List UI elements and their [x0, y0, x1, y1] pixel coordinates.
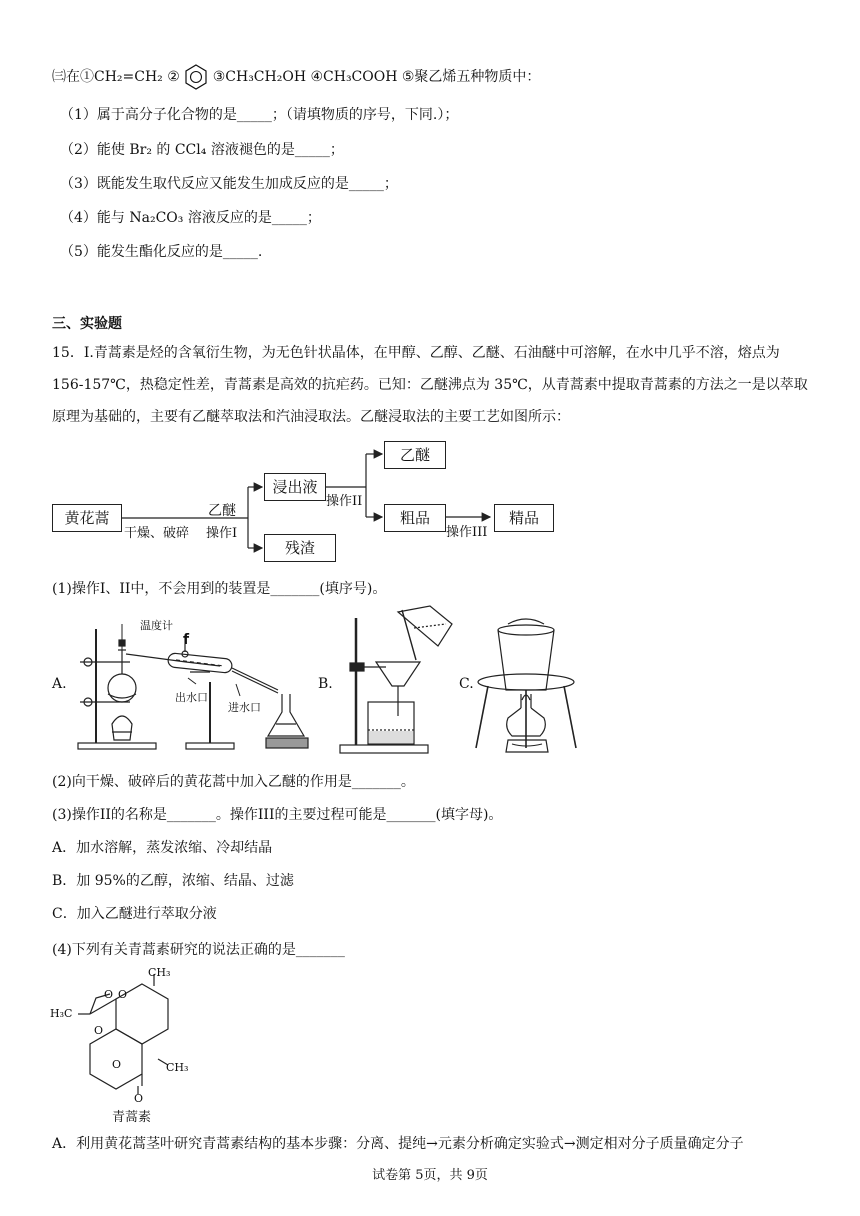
flow-box-start: 黄花蒿: [52, 504, 122, 532]
q15-question-3: (3)操作II的名称是_______。操作III的主要过程可能是_______(填字母)。: [52, 807, 503, 823]
apparatus-c-label: C.: [459, 676, 474, 692]
flow-box-ether: 乙醚: [384, 441, 446, 469]
q14-item-3: （3）既能发生取代反应又能发生加成反应的是_____；: [60, 176, 398, 192]
q15-option-b: B．加 95%的乙醇，浓缩、结晶、过滤: [52, 873, 294, 889]
q14-stem-text: ㈢在①CH₂=CH₂ ②: [52, 69, 180, 85]
structure-o-3: O: [94, 1024, 104, 1037]
flow-label-op2: 操作II: [326, 494, 363, 509]
flow-box-fine: 精品: [494, 504, 554, 532]
flow-label-step1-below: 干燥、破碎: [124, 526, 190, 541]
q15-question-1: (1)操作I、II中，不会用到的装置是_______(填序号)。: [52, 581, 387, 597]
q15-option-a: A．加水溶解，蒸发浓缩、冷却结晶: [52, 840, 273, 856]
f-label: f: [183, 632, 190, 648]
structure-ch3-right: CH₃: [166, 1061, 189, 1074]
q15-intro: 15．I.青蒿素是烃的含氧衍生物，为无色针状晶体，在甲醇、乙醇、乙醚、石油醚中可溶解，在水中几乎不溶，熔点为 156-157℃，热稳定性差，青蒿素是高效的抗疟药。已知：乙醚沸点为 35℃，从青蒿素中提取青蒿素的方法之一是以萃取原理为基础的，主要有乙醚萃取法和汽油浸取法。乙醚浸取法的主要工艺如图所示：: [52, 345, 808, 425]
structure-o-1: O: [104, 988, 114, 1001]
water-out-label: 出水口: [175, 691, 208, 704]
apparatus-a-label: A.: [52, 676, 67, 692]
q14-item-4: （4）能与 Na₂CO₃ 溶液反应的是_____；: [60, 210, 321, 226]
q14-item-5: （5）能发生酯化反应的是_____.: [60, 244, 263, 260]
flow-label-op3: 操作III: [446, 525, 488, 540]
q14-item-1: （1）属于高分子化合物的是_____；（请填物质的序号，下同.）；: [60, 107, 459, 123]
structure-name: 青蒿素: [112, 1110, 152, 1125]
q14-item-2: （2）能使 Br₂ 的 CCl₄ 溶液褪色的是_____；: [60, 142, 344, 158]
structure-o-2: O: [118, 988, 128, 1001]
apparatus-b-label: B.: [318, 676, 333, 692]
q15-question-4: (4)下列有关青蒿素研究的说法正确的是_______: [52, 942, 345, 958]
thermometer-label: 温度计: [140, 619, 173, 632]
structure-h3c-left: H₃C: [50, 1007, 73, 1020]
structure-ch3-top: CH₃: [148, 966, 171, 979]
water-in-label: 进水口: [228, 701, 261, 714]
flow-label-op1: 操作I: [206, 526, 238, 541]
structure-o-4: O: [112, 1058, 122, 1071]
q14-stem-rest: ③CH₃CH₂OH ④CH₃COOH ⑤聚乙烯五种物质中：: [212, 69, 541, 85]
flow-label-step1-top: 乙醚: [208, 503, 236, 519]
flow-box-crude: 粗品: [384, 504, 446, 532]
q15-question-4-option-a: A．利用黄花蒿茎叶研究青蒿素结构的基本步骤：分离、提纯→元素分析确定实验式→测定相对分子质量确定分子: [52, 1136, 744, 1152]
q15-option-c: C．加入乙醚进行萃取分液: [52, 906, 217, 922]
section-title: 三、实验题: [52, 316, 122, 332]
flow-box-residue: 残渣: [264, 534, 336, 562]
structure-o-5: O: [134, 1092, 144, 1105]
page-footer: 试卷第 5页，共 9页: [372, 1168, 488, 1183]
q15-question-2: (2)向干燥、破碎后的黄花蒿中加入乙醚的作用是_______。: [52, 774, 415, 790]
flow-box-leach: 浸出液: [264, 473, 326, 501]
